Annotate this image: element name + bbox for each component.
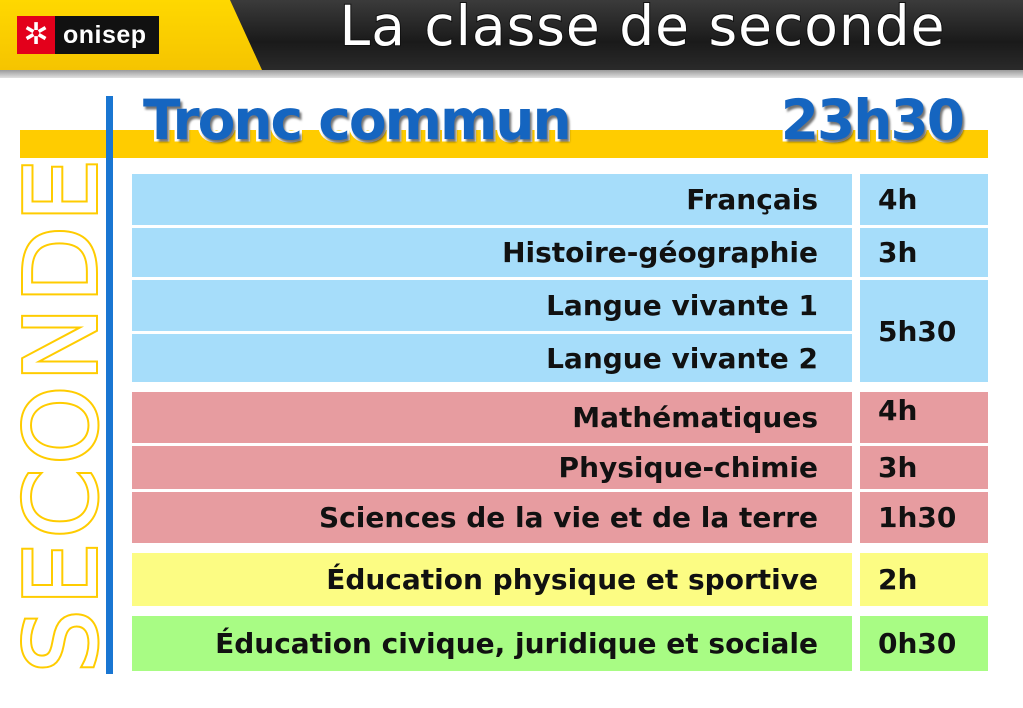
header-divider [0, 70, 1023, 78]
subject-cell: Français [132, 174, 852, 225]
hours-cell: 0h30 [860, 616, 988, 671]
section-title: Tronc commun [143, 88, 570, 152]
onisep-logo-icon: ✲ [17, 16, 55, 54]
subject-cell: Sciences de la vie et de la terre [132, 492, 852, 543]
subject-cell: Histoire-géographie [132, 228, 852, 277]
hours-cell: 3h [860, 228, 988, 277]
subject-cell: Langue vivante 1 [132, 280, 852, 331]
hours-cell: 1h30 [860, 492, 988, 543]
section-total-hours: 23h30 [780, 88, 963, 152]
hours-cell: 3h [860, 446, 988, 489]
hours-cell: 2h [860, 553, 988, 606]
hours-cell: 4h [860, 174, 988, 225]
subject-cell: Langue vivante 2 [132, 334, 852, 382]
onisep-logo [17, 16, 159, 54]
subject-cell: Éducation civique, juridique et sociale [132, 616, 852, 671]
hours-cell: 4h [860, 392, 988, 443]
subject-cell: Mathématiques [132, 392, 852, 443]
subject-cell: Éducation physique et sportive [132, 553, 852, 606]
page-title: La classe de seconde [339, 0, 946, 58]
hours-cell-merged: 5h30 [860, 280, 988, 382]
subject-cell: Physique-chimie [132, 446, 852, 489]
vertical-label: SECONDE [3, 154, 120, 674]
logo-text: onisep [63, 20, 147, 49]
